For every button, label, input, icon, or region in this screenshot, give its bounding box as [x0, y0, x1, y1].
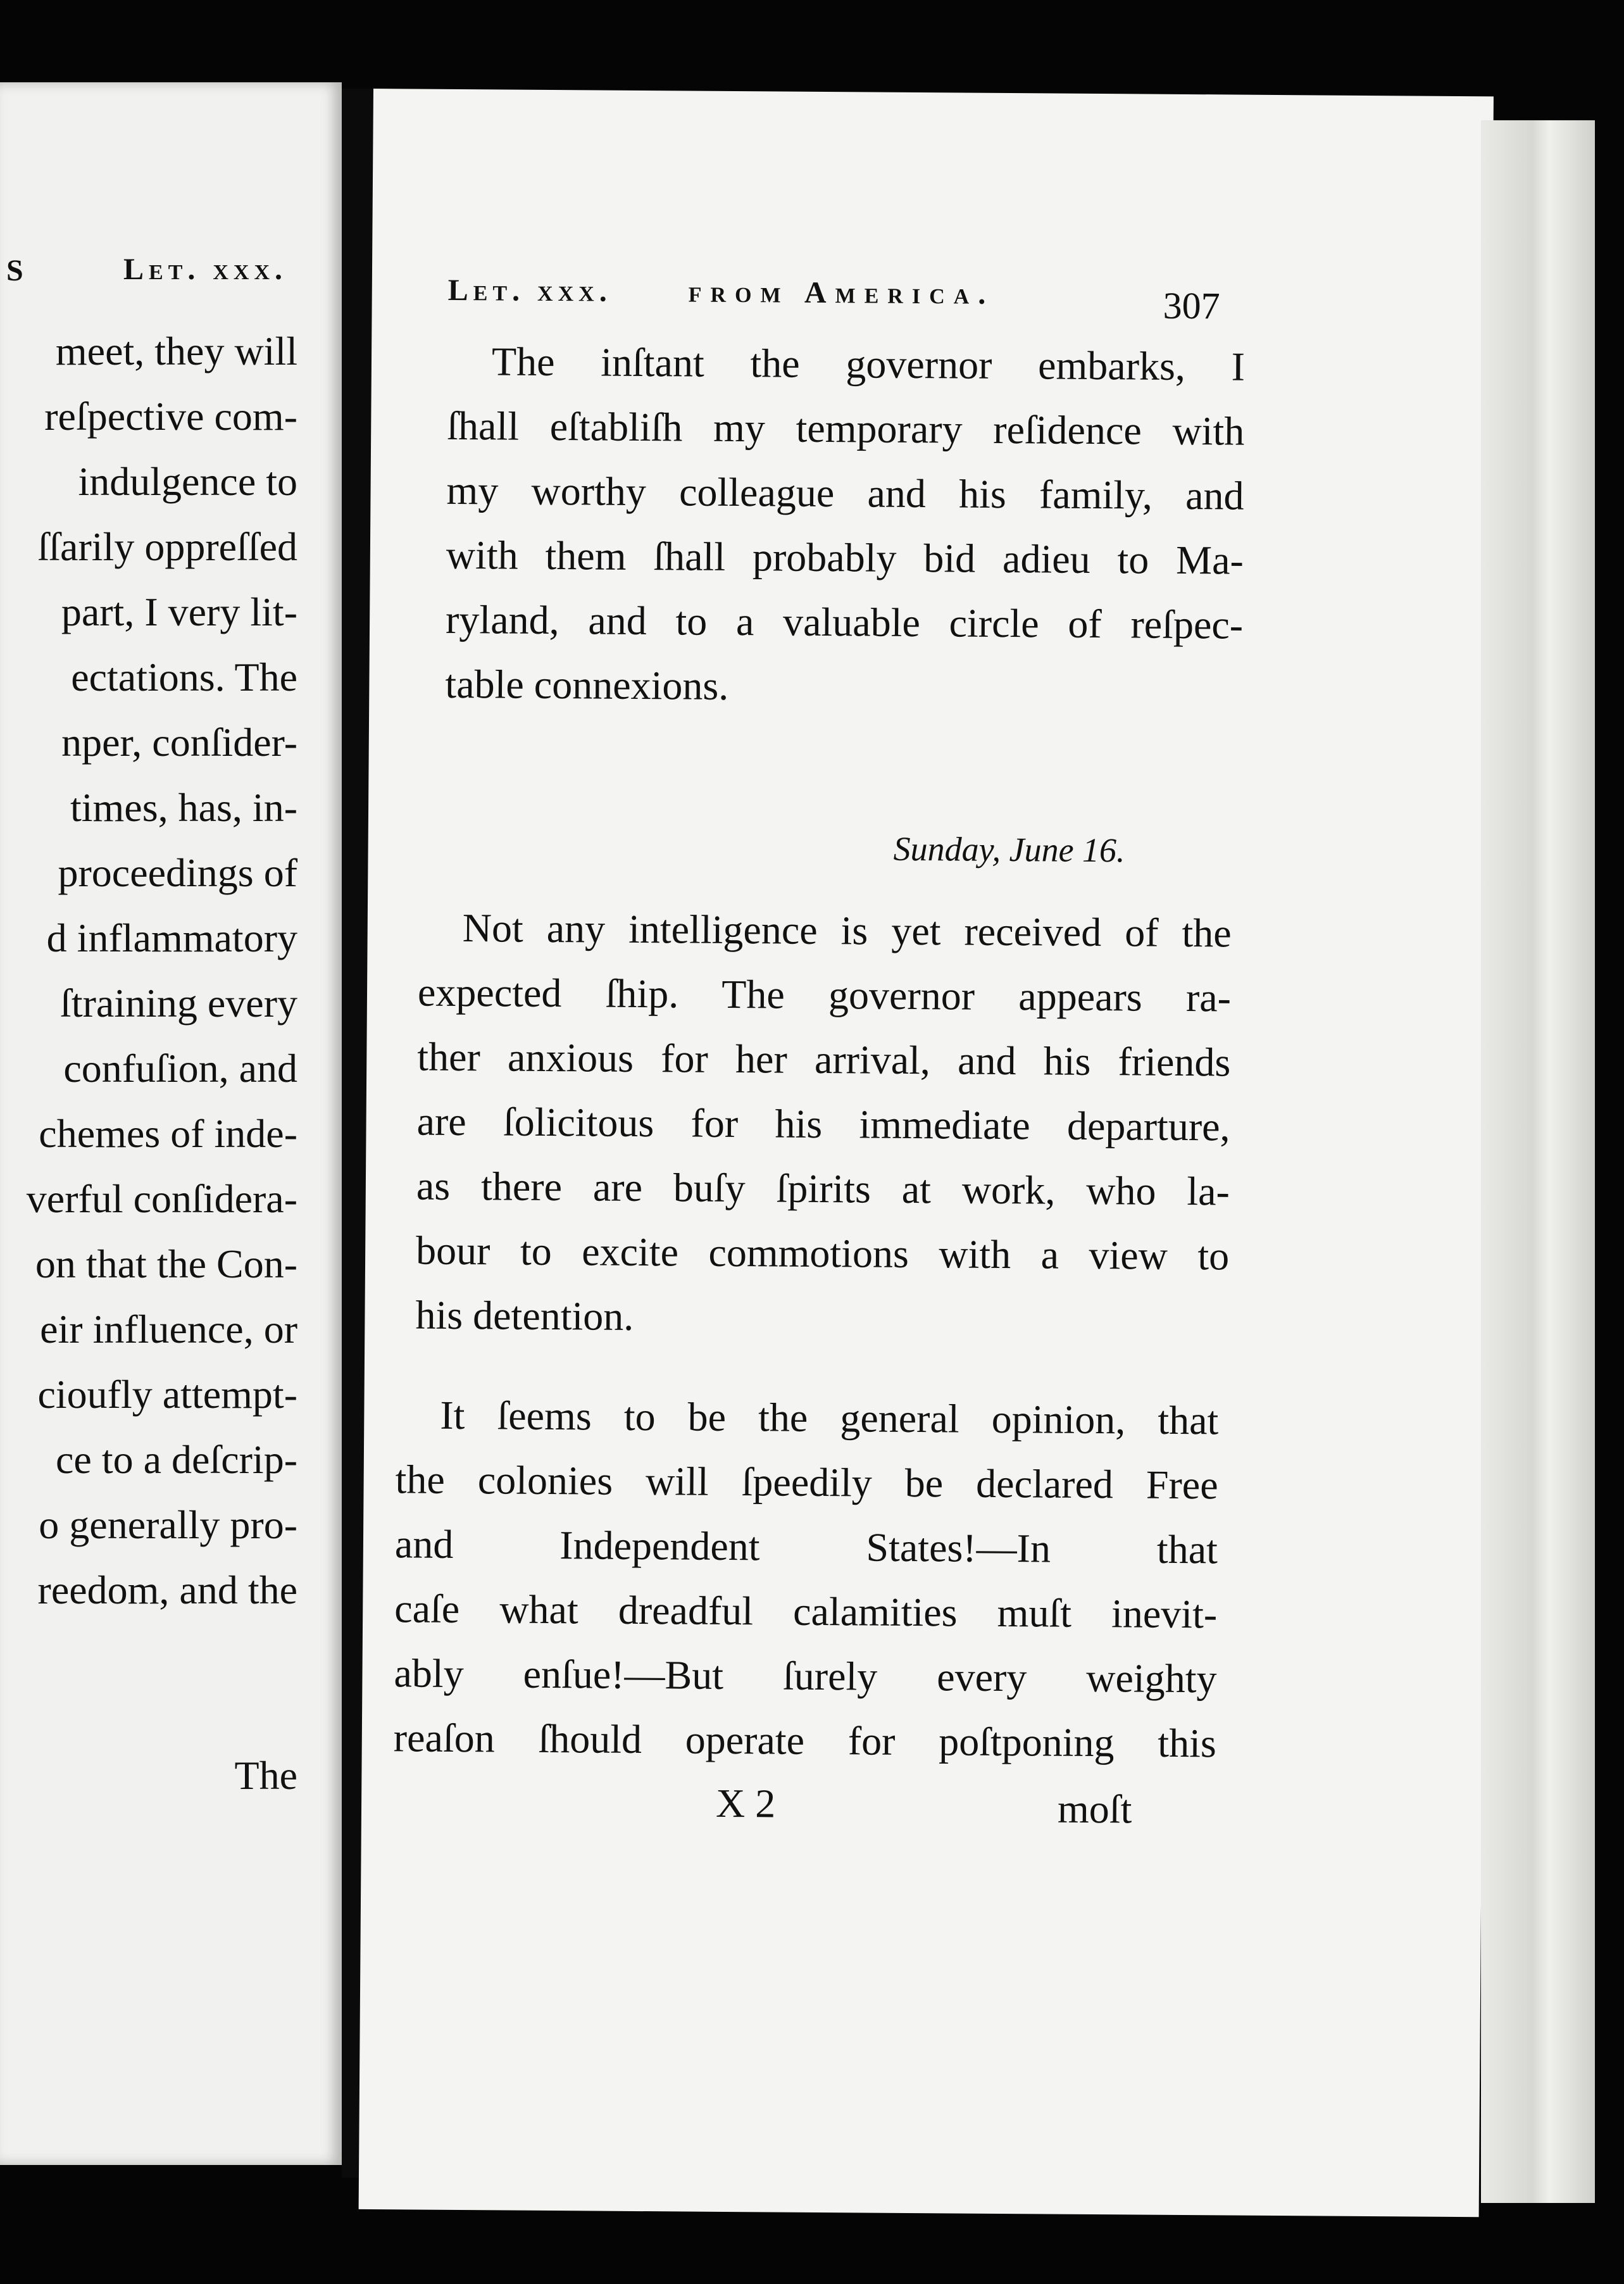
text-line: It ſeems to be the general opinion, that [440, 1392, 1219, 1443]
left-running-head: Let. xxx. [123, 253, 288, 286]
right-page [359, 89, 1494, 2217]
text-line: verful conſidera- [26, 1176, 297, 1221]
text-line: part, I very lit- [61, 589, 297, 634]
text-line: my worthy colleague and his family, and [446, 467, 1244, 518]
text-line: with them ſhall probably bid adieu to Ma- [446, 532, 1244, 583]
text-line: chemes of inde- [39, 1111, 297, 1156]
text-line: times, has, in- [70, 785, 297, 830]
text-line: as there are buſy ſpirits at work, who la- [416, 1163, 1230, 1214]
text-line: reedom, and the [37, 1567, 297, 1612]
left-page-mark: S [6, 254, 28, 287]
left-page [0, 82, 342, 2165]
text-line: ectations. The [71, 655, 297, 700]
text-line: the colonies will ſpeedily be declared Free [395, 1457, 1218, 1508]
text-line: reaſon ſhould operate for poſtponing this [393, 1715, 1217, 1766]
text-line: o generally pro- [39, 1502, 297, 1547]
text-line: ſtraining every [60, 981, 297, 1026]
text-line: reſpective com- [44, 394, 297, 439]
text-line: and Independent States!—In that [394, 1521, 1218, 1572]
text-line: expected ſhip. The governor appears ra- [417, 969, 1232, 1020]
text-line: Not any intelligence is yet received of the [462, 905, 1232, 956]
text-line: ſhall eſtabliſh my temporary reſidence with [447, 403, 1245, 454]
text-line: ce to a deſcrip- [56, 1437, 297, 1482]
text-line: ably enſue!—But ſurely every weighty [394, 1650, 1217, 1702]
text-line: ſſarily oppreſſed [37, 524, 297, 569]
text-line: eir influence, or [40, 1307, 297, 1352]
text-line: d inflammatory [46, 915, 297, 960]
page-edges [1481, 120, 1595, 2203]
text-line: are ſolicitous for his immediate departure, [416, 1098, 1230, 1150]
text-line: cioufly attempt- [37, 1372, 297, 1417]
catchword: The [234, 1753, 297, 1798]
text-line: his detention. [415, 1292, 634, 1339]
right-running-head-letter: Let. xxx. [447, 273, 613, 308]
text-line: table connexions. [445, 661, 729, 708]
text-line: bour to excite commotions with a view to [415, 1227, 1230, 1279]
signature-mark: X 2 [715, 1780, 776, 1826]
text-line: ryland, and to a valuable circle of reſpec- [445, 596, 1244, 648]
right-running-head-title: from America. [688, 275, 995, 311]
text-line: on that the Con- [35, 1241, 297, 1286]
catchword: moſt [1057, 1786, 1132, 1832]
text-line: caſe what dreadful calamities muſt inevit- [394, 1586, 1218, 1637]
text-line: nper, conſider- [61, 720, 297, 765]
text-line: ther anxious for her arrival, and his friends [417, 1034, 1231, 1085]
text-line: confuſion, and [63, 1046, 297, 1091]
page-number: 307 [1163, 284, 1220, 327]
text-line: proceedings of [58, 850, 297, 895]
dateline: Sunday, June 16. [893, 829, 1125, 870]
text-line: meet, they will [55, 329, 297, 373]
text-line: indulgence to [78, 459, 297, 504]
text-line: The inſtant the governor embarks, I [491, 339, 1246, 389]
